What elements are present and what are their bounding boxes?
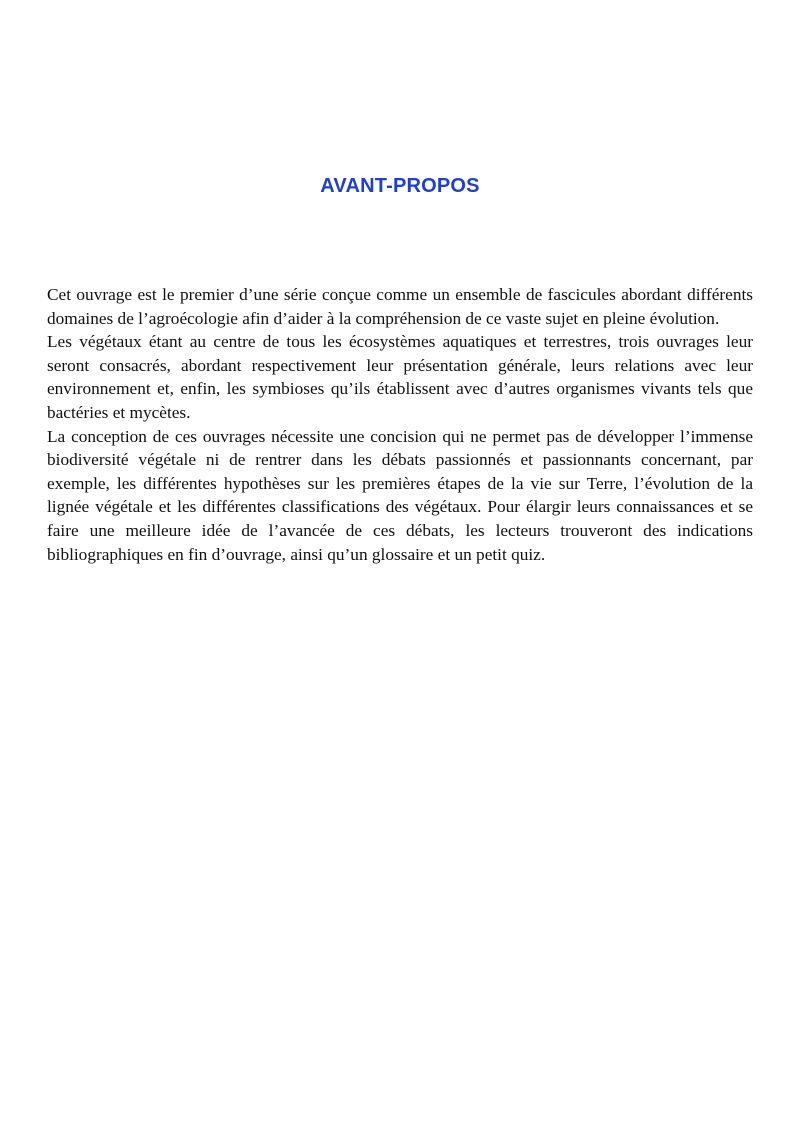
- foreword-body: [47, 283, 753, 566]
- paragraph-conception: La conception de ces ouvrages nécessite une concision qui ne permet pas de développer l’immense biodiversité végétale ni de rentrer dans les débats passionnés et passionnants concernant, par exemple, les différentes hypothèses sur les premières étapes de la vie sur Terre, l’évolution de la lignée végétale et les différentes classifications des végétaux. Pour élargir leurs connaissances et se faire une meilleure idée de l’avancée de ces débats, les lecteurs trouveront des indications bibliographiques en fin d’ouvrage, ainsi qu’un glossaire et un petit quiz.: [47, 426, 753, 564]
- paragraph-plants: Les végétaux étant au centre de tous les écosystèmes aquatiques et terrestres, trois ouvrages leur seront consacrés, abordant respectivement leur présentation générale, leurs relations avec leur environnement et, enfin, les symbioses qu’ils établissent avec d’autres organismes vivants tels que bactéries et mycètes.: [47, 332, 753, 422]
- paragraph-intro: Cet ouvrage est le premier d’une série conçue comme un ensemble de fascicules abordant différents domaines de l’agroécologie afin d’aider à la compréhension de ce vaste sujet en pleine évolution.: [47, 285, 753, 328]
- page-title: AVANT-PROPOS: [320, 175, 480, 197]
